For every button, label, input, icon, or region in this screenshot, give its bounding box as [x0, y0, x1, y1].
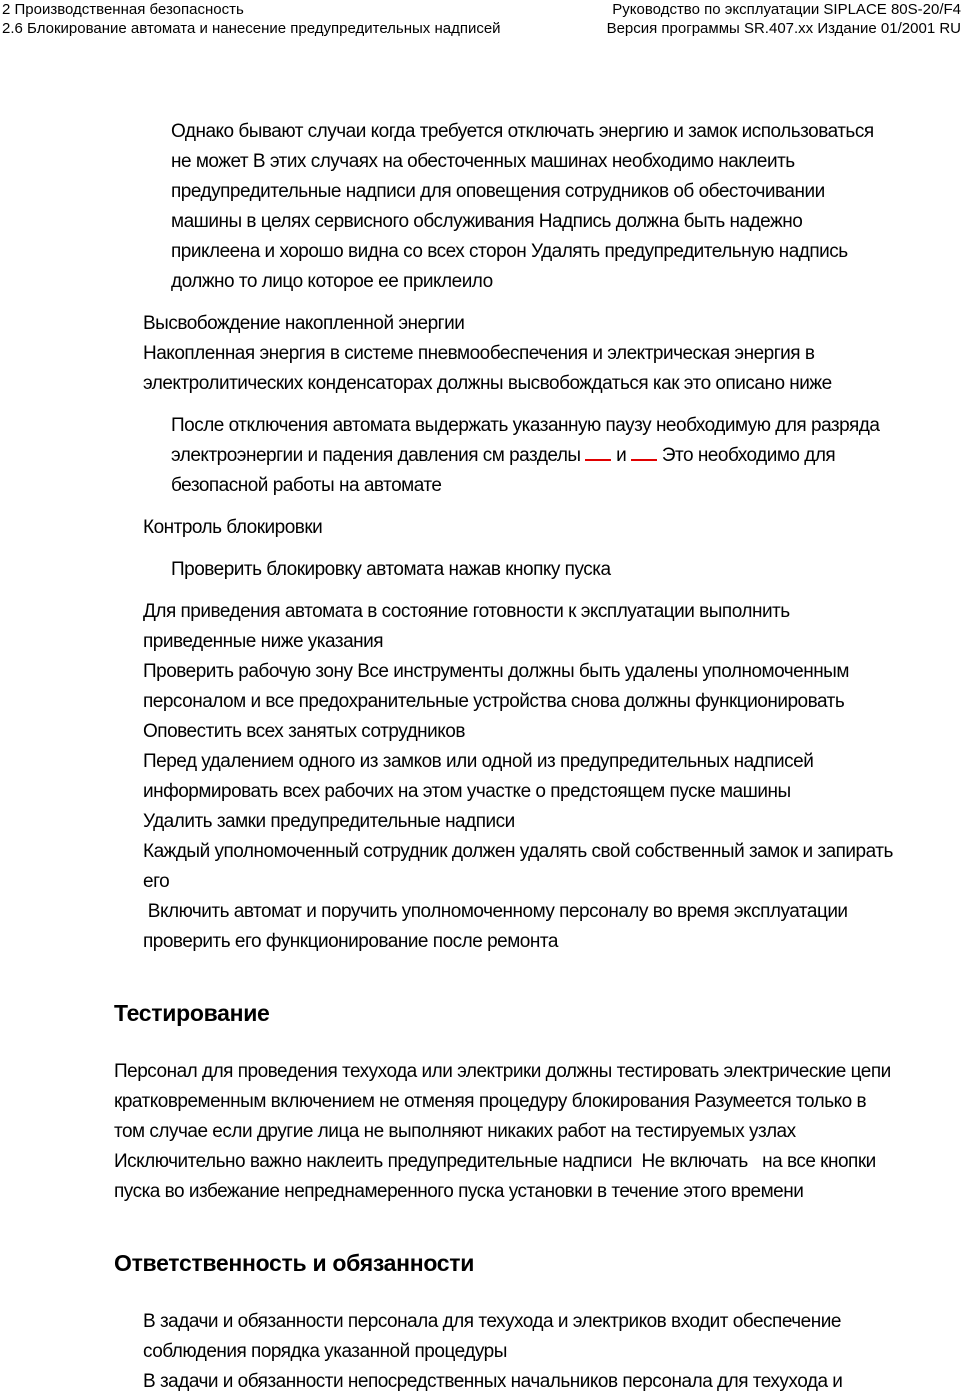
- text-line: Включить автомат и поручить уполномоченному персоналу во время эксплуатации: [143, 901, 848, 922]
- text-line: предупредительные надписи для оповещения сотрудников об обесточивании: [171, 181, 825, 202]
- text-line: Высвобождение накопленной энергии: [143, 313, 465, 334]
- text-line: безопасной работы на автомате: [171, 475, 442, 496]
- paragraph-testing: [114, 1057, 891, 1207]
- paragraph-discharge-pause: [171, 411, 879, 501]
- paragraph-stored-energy: [143, 309, 832, 399]
- text-line: том случае если другие лица не выполняют никаких работ на тестируемых узлах: [114, 1121, 796, 1142]
- text-line: Контроль блокировки: [143, 517, 323, 538]
- text-line: приклеена и хорошо видна со всех сторон Удалять предупредительную надпись: [171, 241, 848, 262]
- section-reference-link[interactable]: [585, 445, 611, 461]
- text-line: соблюдения порядка указанной процедуры: [143, 1341, 507, 1362]
- paragraph-lock-control: [143, 513, 322, 543]
- text-line: Персонал для проведения техухода или электрики должны тестировать электрические цепи: [114, 1061, 891, 1082]
- text-line: не может В этих случаях на обесточенных машинах необходимо наклеить: [171, 151, 795, 172]
- heading-testing: Тестирование: [114, 1000, 270, 1026]
- paragraph-check-lock: [171, 555, 611, 585]
- chapter-title: 2 Производственная безопасность: [2, 1, 244, 18]
- text-line: Для приведения автомата в состояние готовности к эксплуатации выполнить: [143, 601, 790, 622]
- version-info: Версия программы SR.407.xx Издание 01/2001 RU: [606, 20, 961, 37]
- page-header-left: [2, 0, 501, 38]
- paragraph-restart-instructions: [143, 597, 893, 957]
- text-line: В задачи и обязанности персонала для техухода и электриков входит обеспечение: [143, 1311, 841, 1332]
- text-line: После отключения автомата выдержать указанную паузу необходимую для разряда: [171, 415, 880, 436]
- text-line: В задачи и обязанности непосредственных начальников персонала для техухода и: [143, 1371, 843, 1392]
- text-line: должно то лицо которое ее приклеило: [171, 271, 493, 292]
- text-line: машины в целях сервисного обслуживания Надпись должна быть надежно: [171, 211, 803, 232]
- text-line: Накопленная энергия в системе пневмообеспечения и электрическая энергия в: [143, 343, 815, 364]
- text-line: проверить его функционирование после ремонта: [143, 931, 558, 952]
- text-line: приведенные ниже указания: [143, 631, 384, 652]
- paragraph-responsibility: [143, 1307, 842, 1397]
- text-line: кратковременным включением не отменяя процедуру блокирования Разумеется только в: [114, 1091, 867, 1112]
- text-line: персоналом и все предохранительные устройства снова должны функционировать: [143, 691, 845, 712]
- text-line: Удалить замки предупредительные надписи: [143, 811, 515, 832]
- heading-responsibility: Ответственность и обязанности: [114, 1250, 475, 1276]
- text-line: Проверить рабочую зону Все инструменты должны быть удалены уполномоченным: [143, 661, 849, 682]
- text-line: Однако бывают случаи когда требуется отключать энергию и замок использоваться: [171, 121, 874, 142]
- text-line: Проверить блокировку автомата нажав кнопку пуска: [171, 559, 611, 580]
- text-line: его: [143, 871, 170, 892]
- text-line: Оповестить всех занятых сотрудников: [143, 721, 465, 742]
- section-title: 2.6 Блокирование автомата и нанесение предупредительных надписей: [2, 20, 501, 37]
- text-line: пуска во избежание непреднамеренного пуска установки в течение этого времени: [114, 1181, 804, 1202]
- text-line: электролитических конденсаторах должны высвобождаться как это описано ниже: [143, 373, 832, 394]
- section-reference-link[interactable]: [631, 445, 657, 461]
- paragraph-warning-labels: [171, 117, 874, 297]
- text-line: Каждый уполномоченный сотрудник должен удалять свой собственный замок и запирать: [143, 841, 893, 862]
- text-line: Исключительно важно наклеить предупредительные надписи Не включать на все кнопки: [114, 1151, 876, 1172]
- page-header-right: [607, 0, 961, 38]
- manual-title: Руководство по эксплуатации SIPLACE 80S-20/F4: [612, 1, 961, 18]
- text-line: информировать всех рабочих на этом участке о предстоящем пуске машины: [143, 781, 791, 802]
- text-line: Перед удалением одного из замков или одной из предупредительных надписей: [143, 751, 814, 772]
- text-line: электроэнергии и падения давления см разделы и Это необходимо для: [171, 445, 836, 466]
